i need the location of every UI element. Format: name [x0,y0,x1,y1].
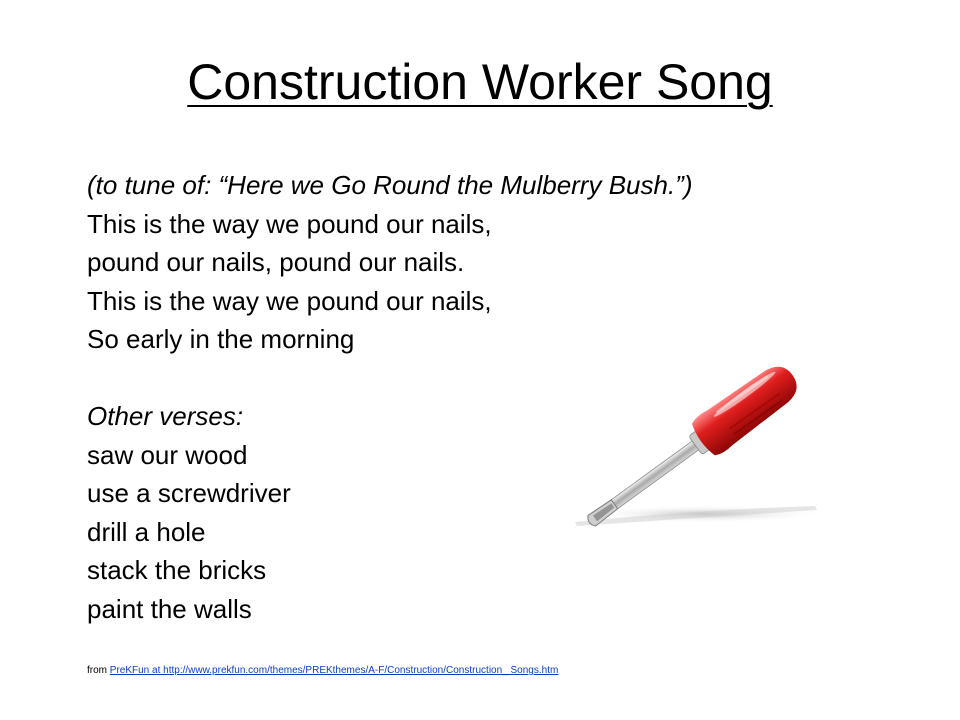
source-link[interactable]: PreKFun at http://www.prekfun.com/themes/PREKthemes/A-F/Construction/Construction_ Songs.htm [109,665,559,676]
tune-line: (to tune of: “Here we Go Round the Mulberry Bush.”) [87,170,693,200]
other-verses-heading: Other verses: [87,401,244,431]
verse-line-1: This is the way we pound our nails, [87,208,492,239]
verse-line-2: pound our nails, pound our nails. [87,247,465,277]
other-verse-4: stack the bricks [87,555,267,585]
other-verse-2: use a screwdriver [87,478,291,508]
source-prefix: from [87,665,110,676]
other-verse-1: saw our wood [87,439,248,470]
screwdriver-icon [555,360,825,540]
other-verse-5: paint the walls [87,593,252,624]
source-credit [87,664,558,678]
other-verse-3: drill a hole [87,516,206,547]
slide-title: Construction Worker Song [187,54,773,110]
verse-line-3: This is the way we pound our nails, [87,285,492,316]
verse-line-4: So early in the morning [87,324,355,354]
